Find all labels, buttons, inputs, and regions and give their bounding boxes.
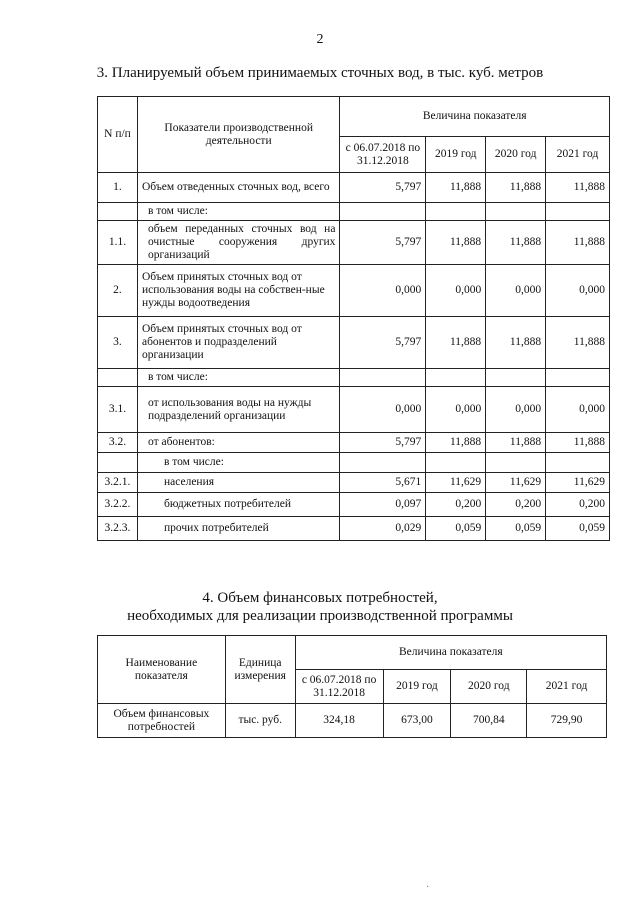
col-header-indicator: Показатели производственной деятельности xyxy=(137,97,339,173)
row-number: 3.2.2. xyxy=(98,493,138,517)
row-value: 0,000 xyxy=(546,265,610,317)
row-value: 0,000 xyxy=(426,265,486,317)
row-value: 5,797 xyxy=(340,221,426,265)
row-label: объем переданных сточных вод на очистные сооружения других организаций xyxy=(137,221,339,265)
table-row xyxy=(98,317,610,369)
row-value: 0,059 xyxy=(486,517,546,541)
col-header-value: Величина показателя xyxy=(295,636,606,670)
table-row xyxy=(98,493,610,517)
row-number: 1. xyxy=(98,173,138,203)
row-value: 11,888 xyxy=(426,317,486,369)
row-value: 11,629 xyxy=(426,473,486,493)
row-number: 2. xyxy=(98,265,138,317)
col-header-period: 2019 год xyxy=(426,137,486,173)
row-number: 3.1. xyxy=(98,387,138,433)
col-header-period: 2020 год xyxy=(451,670,527,704)
row-value: 11,888 xyxy=(486,173,546,203)
table-row xyxy=(98,203,610,221)
section-3-title: 3. Планируемый объем принимаемых сточных вод, в тыс. куб. метров xyxy=(96,65,544,81)
col-header-period: с 06.07.2018 по 31.12.2018 xyxy=(340,137,426,173)
row-value: 11,629 xyxy=(546,473,610,493)
row-value xyxy=(486,453,546,473)
table-row xyxy=(98,173,610,203)
table-row xyxy=(98,369,610,387)
table-row xyxy=(98,704,607,738)
col-header-period: 2021 год xyxy=(546,137,610,173)
table-row xyxy=(98,517,610,541)
row-value: 11,629 xyxy=(486,473,546,493)
row-label: Объем финансовых потребностей xyxy=(98,704,226,738)
row-value: 0,000 xyxy=(340,265,426,317)
row-value: 5,797 xyxy=(340,173,426,203)
section-4-title-line-2: необходимых для реализации производственной программы xyxy=(127,608,513,624)
section-4-title xyxy=(0,589,640,625)
row-label: в том числе: xyxy=(137,453,339,473)
row-value: 0,200 xyxy=(546,493,610,517)
row-number: 1.1. xyxy=(98,221,138,265)
row-value xyxy=(426,369,486,387)
row-label: прочих потребителей xyxy=(137,517,339,541)
row-value: 0,000 xyxy=(340,387,426,433)
row-label: Объем принятых сточных вод от абонентов и подразделений организации xyxy=(137,317,339,369)
col-header-num: N п/п xyxy=(98,97,138,173)
table-row xyxy=(98,473,610,493)
row-value: 11,888 xyxy=(426,221,486,265)
col-header-period: с 06.07.2018 по 31.12.2018 xyxy=(295,670,383,704)
row-label: в том числе: xyxy=(137,203,339,221)
row-value xyxy=(486,369,546,387)
row-value: 0,000 xyxy=(486,265,546,317)
row-value: 11,888 xyxy=(546,221,610,265)
row-value: 11,888 xyxy=(426,173,486,203)
row-value xyxy=(340,369,426,387)
row-value: 11,888 xyxy=(546,433,610,453)
row-number xyxy=(98,369,138,387)
row-value: 11,888 xyxy=(486,433,546,453)
row-number xyxy=(98,203,138,221)
row-value: 700,84 xyxy=(451,704,527,738)
row-value: 729,90 xyxy=(527,704,607,738)
row-value: 5,797 xyxy=(340,317,426,369)
row-value: 673,00 xyxy=(383,704,451,738)
table-row xyxy=(98,265,610,317)
row-label: населения xyxy=(137,473,339,493)
row-value: 5,671 xyxy=(340,473,426,493)
row-value: 11,888 xyxy=(426,433,486,453)
row-value xyxy=(546,369,610,387)
row-value: 0,200 xyxy=(426,493,486,517)
row-number: 3. xyxy=(98,317,138,369)
table-row xyxy=(98,433,610,453)
row-value xyxy=(546,203,610,221)
row-value xyxy=(340,203,426,221)
col-header-period: 2021 год xyxy=(527,670,607,704)
financial-needs-table xyxy=(97,635,607,738)
row-label: бюджетных потребителей xyxy=(137,493,339,517)
col-header-name: Наименование показателя xyxy=(98,636,226,704)
row-number xyxy=(98,453,138,473)
row-label: от использования воды на нужды подразделений организации xyxy=(137,387,339,433)
row-value: 0,000 xyxy=(486,387,546,433)
page-number: 2 xyxy=(316,32,324,47)
scan-speck: · xyxy=(426,882,430,893)
row-value: 0,200 xyxy=(486,493,546,517)
table-row xyxy=(98,221,610,265)
table-row xyxy=(98,387,610,433)
row-value: 0,097 xyxy=(340,493,426,517)
col-header-unit: Единица измерения xyxy=(225,636,295,704)
row-value: 11,888 xyxy=(546,317,610,369)
row-number: 3.2.3. xyxy=(98,517,138,541)
col-header-period: 2019 год xyxy=(383,670,451,704)
table-row xyxy=(98,453,610,473)
row-value: 0,059 xyxy=(546,517,610,541)
row-value: 0,000 xyxy=(426,387,486,433)
row-value xyxy=(426,203,486,221)
col-header-value: Величина показателя xyxy=(340,97,610,137)
row-value: 5,797 xyxy=(340,433,426,453)
row-number: 3.2.1. xyxy=(98,473,138,493)
wastewater-volume-table xyxy=(97,96,610,541)
row-value xyxy=(546,453,610,473)
section-4-title-line-1: 4. Объем финансовых потребностей, xyxy=(202,590,438,606)
row-value: 0,029 xyxy=(340,517,426,541)
row-value: 11,888 xyxy=(486,221,546,265)
row-number: 3.2. xyxy=(98,433,138,453)
row-value xyxy=(426,453,486,473)
row-value: 0,000 xyxy=(546,387,610,433)
row-label: от абонентов: xyxy=(137,433,339,453)
row-label: Объем принятых сточных вод от использования воды на собствен-ные нужды водоотведения xyxy=(137,265,339,317)
row-label: Объем отведенных сточных вод, всего xyxy=(137,173,339,203)
row-value: 324,18 xyxy=(295,704,383,738)
row-value xyxy=(486,203,546,221)
row-value xyxy=(340,453,426,473)
col-header-period: 2020 год xyxy=(486,137,546,173)
row-unit: тыс. руб. xyxy=(225,704,295,738)
row-label: в том числе: xyxy=(137,369,339,387)
row-value: 0,059 xyxy=(426,517,486,541)
row-value: 11,888 xyxy=(486,317,546,369)
row-value: 11,888 xyxy=(546,173,610,203)
